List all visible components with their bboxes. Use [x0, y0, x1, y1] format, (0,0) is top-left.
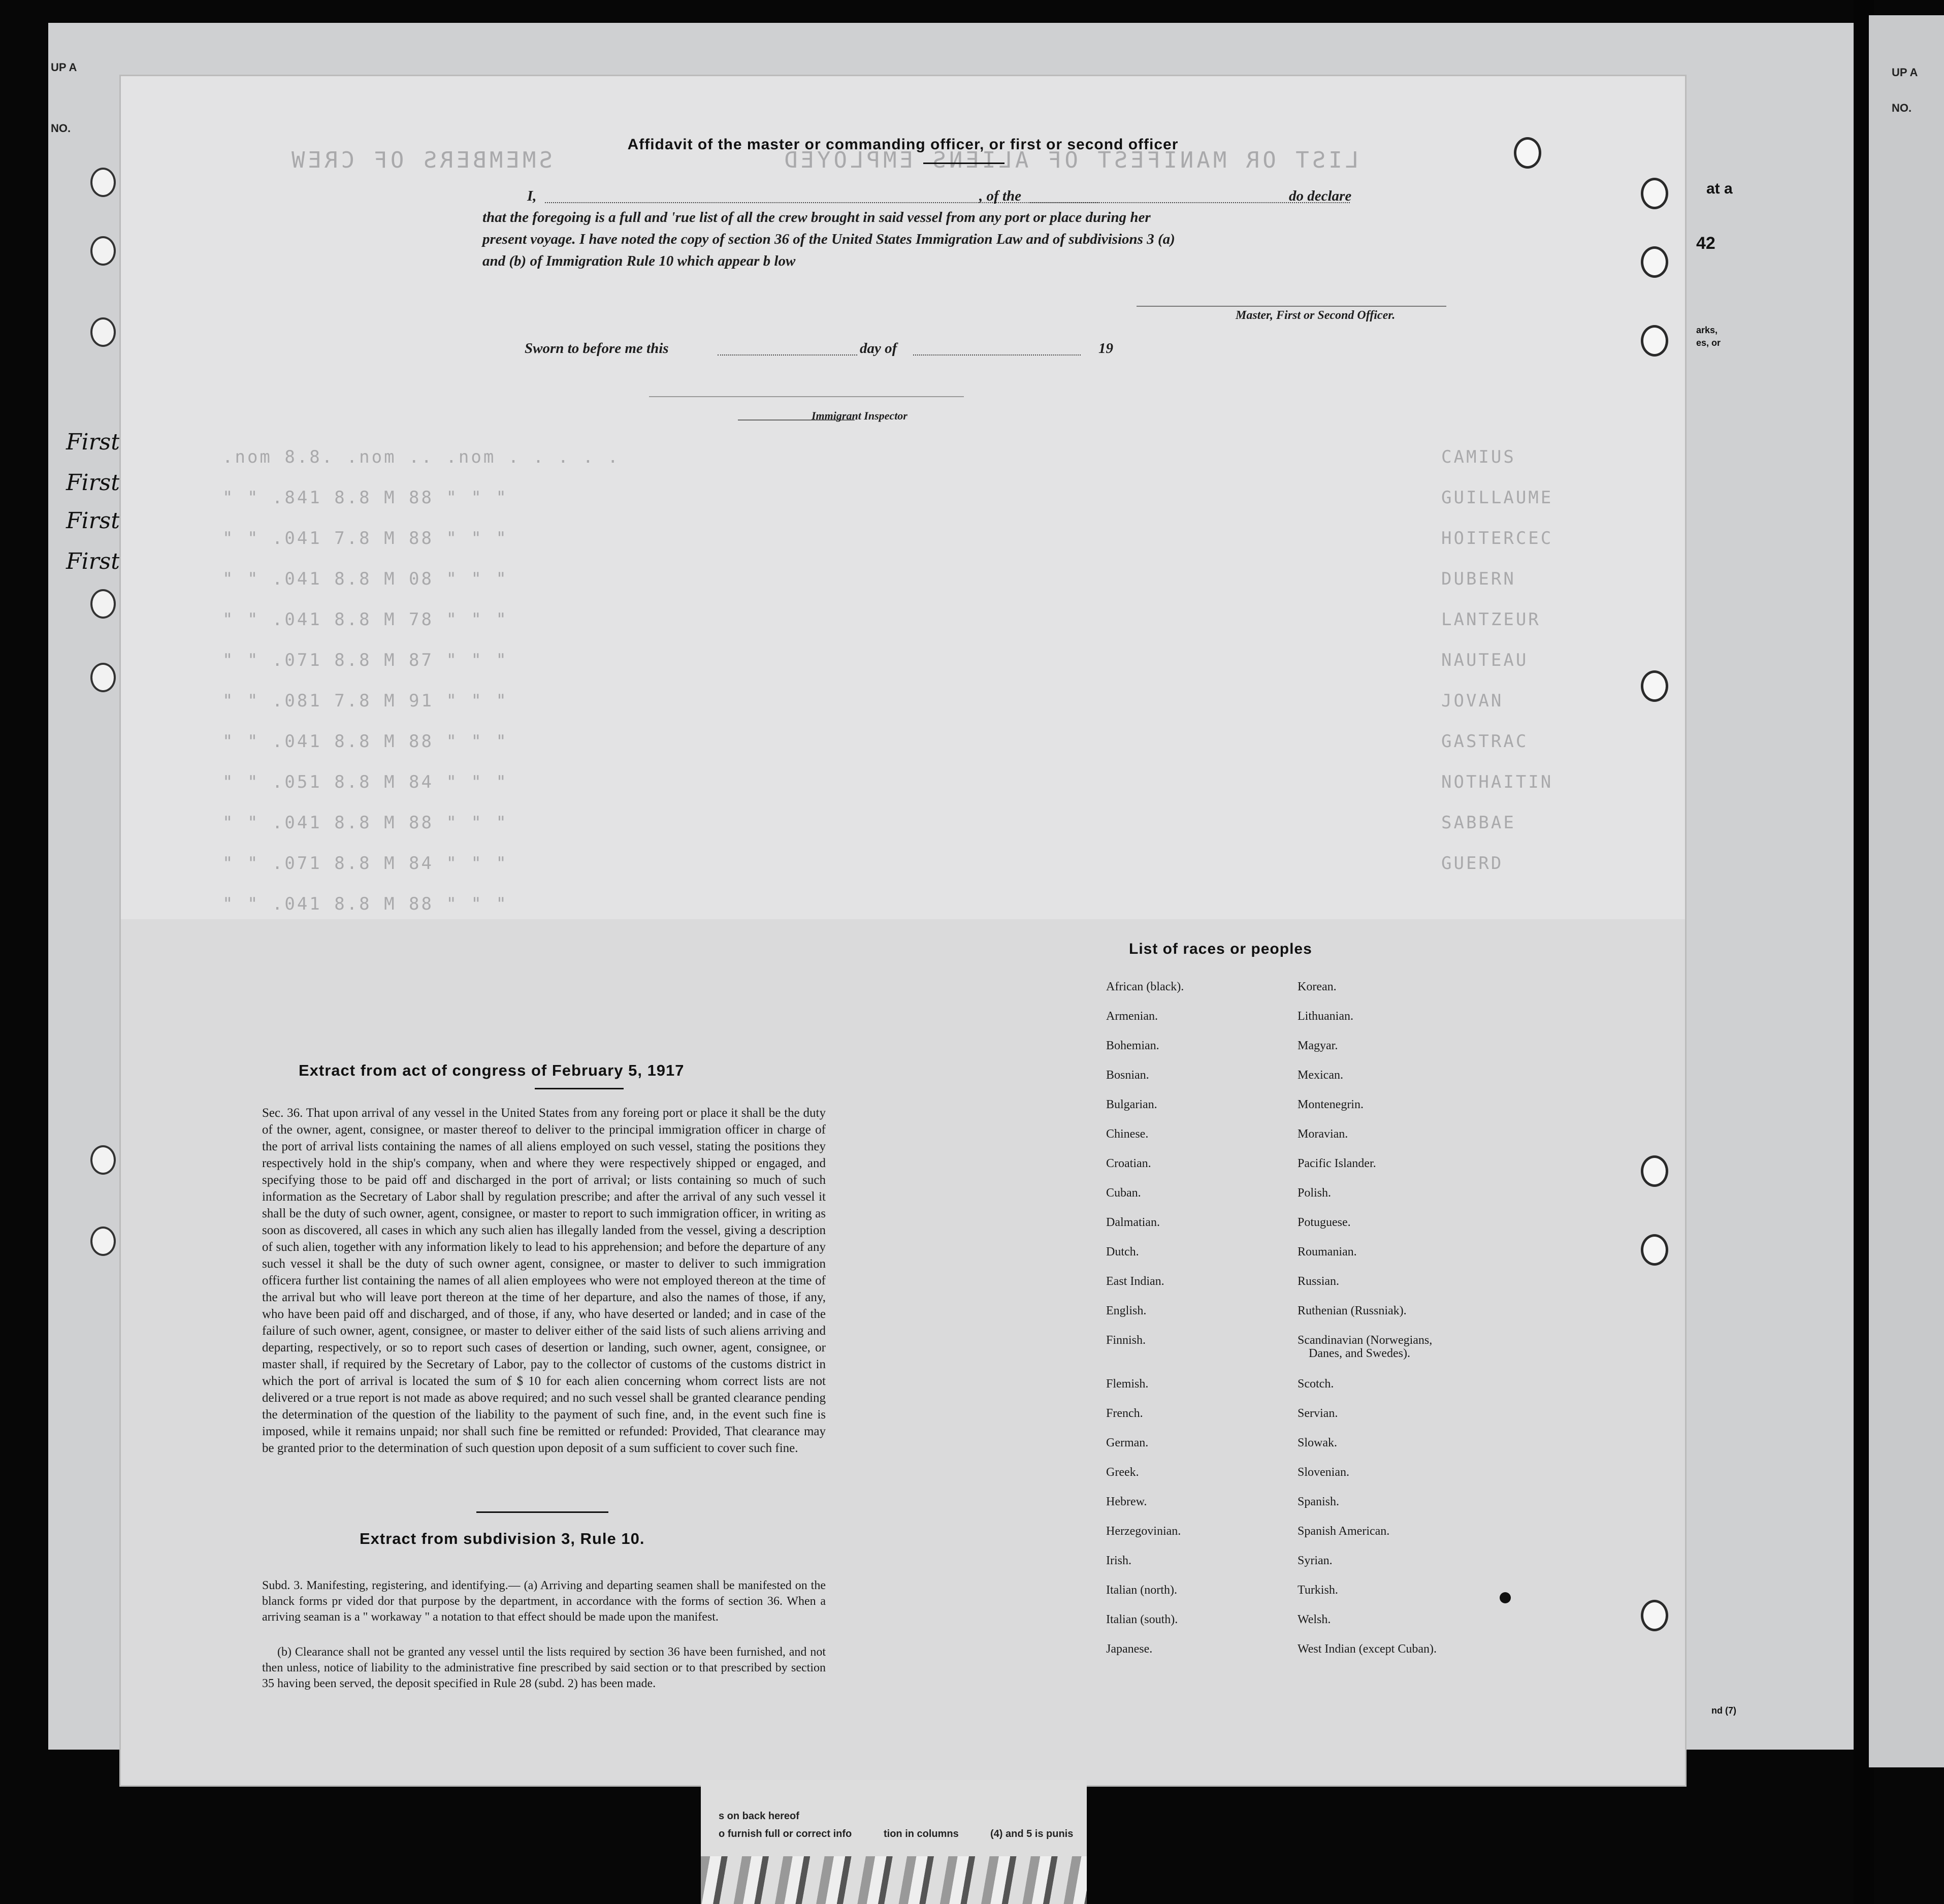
race-item: Croatian.: [1106, 1157, 1151, 1170]
ink-dot: [1500, 1592, 1511, 1603]
show-through-name: CAMIUS: [1441, 447, 1516, 467]
race-item: Chinese.: [1106, 1127, 1149, 1141]
race-item: Servian.: [1298, 1407, 1338, 1420]
margin-text: at a: [1706, 180, 1733, 197]
punch-hole: [90, 1145, 116, 1175]
race-item: Lithuanian.: [1298, 1010, 1353, 1023]
race-item: Greek.: [1106, 1466, 1139, 1479]
punch-hole: [90, 589, 116, 619]
race-item: Irish.: [1106, 1554, 1131, 1567]
show-through-name: SABBAE: [1441, 813, 1516, 833]
race-item: Potuguese.: [1298, 1216, 1351, 1229]
show-through-row: " " .041 8.8 M 88 " " ": [222, 894, 508, 914]
race-item: Spanish American.: [1298, 1525, 1390, 1538]
race-item: English.: [1106, 1304, 1147, 1317]
show-through-name: NOTHAITIN: [1441, 772, 1553, 792]
punch-hole: [1641, 1234, 1668, 1266]
handwritten-entry: First: [66, 508, 120, 534]
margin-text: nd (7): [1711, 1705, 1736, 1716]
race-item: Armenian.: [1106, 1010, 1158, 1023]
show-through-name: GUILLAUME: [1441, 488, 1553, 508]
race-item: Italian (south).: [1106, 1613, 1178, 1626]
year-label: 19: [1098, 340, 1113, 357]
show-through-row: " " .041 7.8 M 88 " " ": [222, 528, 508, 548]
race-item: Slowak.: [1298, 1436, 1337, 1449]
show-through-name: NAUTEAU: [1441, 650, 1529, 670]
race-item: Bosnian.: [1106, 1069, 1149, 1082]
affidavit-line-2: that the foregoing is a full and 'rue list of all the crew brought in said vessel from any port or place during her: [482, 209, 1151, 225]
affidavit-i: I,: [527, 188, 537, 204]
show-through-row: " " .041 8.8 M 78 " " ": [222, 609, 508, 630]
affidavit-declare: do declare: [1289, 188, 1352, 204]
show-through-name: DUBERN: [1441, 569, 1516, 589]
margin-text: es, or: [1696, 338, 1721, 348]
title-underline: [923, 163, 1005, 164]
race-item: Cuban.: [1106, 1186, 1141, 1200]
punch-hole: [90, 1227, 116, 1256]
race-item: Bohemian.: [1106, 1039, 1159, 1052]
inspector-label: Immigrant Inspector: [812, 409, 908, 422]
punch-hole: [90, 236, 116, 266]
punch-hole: [90, 663, 116, 692]
show-through-name: HOITERCEC: [1441, 528, 1553, 548]
adjacent-manifest-sheet: [1869, 15, 1944, 1767]
show-through-row: " " .041 8.8 M 88 " " ": [222, 813, 508, 833]
show-through-row: " " .841 8.8 M 88 " " ": [222, 488, 508, 508]
race-item: Spanish.: [1298, 1495, 1340, 1508]
race-item: Magyar.: [1298, 1039, 1338, 1052]
punch-hole: [1641, 325, 1668, 357]
race-item: Mexican.: [1298, 1069, 1343, 1082]
act-title-underline: [535, 1088, 624, 1089]
punch-hole: [1641, 246, 1668, 278]
margin-text: arks,: [1696, 325, 1718, 335]
handwritten-entry: First: [66, 470, 120, 496]
punch-hole: [1641, 178, 1668, 209]
race-item-continuation: Danes, and Swedes).: [1309, 1347, 1410, 1360]
race-item: Syrian.: [1298, 1554, 1333, 1567]
affidavit-of-the: , of the: [979, 188, 1021, 204]
rule-separator: [476, 1511, 608, 1513]
show-through-row: " " .071 8.8 M 87 " " ": [222, 650, 508, 670]
race-item: Korean.: [1298, 980, 1337, 993]
inspector-line-upper: [649, 396, 964, 397]
act-extract-text: Sec. 36. That upon arrival of any vessel in the United States from any foreing port or place it shall be the duty of the owner, agent, consignee, or master thereof to deliver to the principal immigration officer in charge of the port of arrival lists containing the names of all aliens employed on such vessel, stating the positions they respectively hold in the ship's company, when and where they were respectively shipped or engaged, and specifying those to be paid off and discharged in the port of arrival; or lists containing so much of such information as the Secretary of Labor shall by regulation prescribe; and after the arrival of any such vessel it shall be the duty of such owner, agent, consignee, or master to report to such immigration officer, in writing as soon as discovered, all cases in which any such alien has illegally landed from the vessel, giving a description of such alien, together with any information likely to lead to his apprehension; and before the departure of any such vessel it shall be the duty of such owner agent, consignee, or master to deliver to such immigration officera further list containing the names of all alien employees who were not employed thereon at the time of the arrival but who will leave port thereon at the time of her departure, and also the names of those, if any, who have been paid off and discharged, and of those, if any, who have deserted or landed; and in case of the failure of such owner, agent, consignee, or master to deliver either of the said lists of such aliens arriving and departing, respectively, or so to report such cases of desertion or landing, such owner, agent, consignee, or master shall, if required by the Secretary of Labor, pay to the collector of customs of the customs district in which the port of arrival is located the sum of $ 10 for each alien concerning whom correct lists are not delivered or a true report is not made as above required; and no such vessel shall be granted clearance pending the determination of the question of the liability to the payment of such fine, and, in the event such fine is imposed, while it remains unpaid; nor shall such fine be remitted or refunded: Provided, That clearance may be granted prior to the determination of such question upon deposit of a sum sufficient to cover such fine.: [262, 1106, 826, 1455]
show-through-name: GUERD: [1441, 853, 1504, 874]
race-item: Scandinavian (Norwegians,: [1298, 1334, 1433, 1347]
footer-text: tion in columns: [884, 1828, 959, 1840]
race-item: Polish.: [1298, 1186, 1332, 1200]
show-through-row: " " .071 8.8 M 84 " " ": [222, 853, 508, 874]
race-item: Flemish.: [1106, 1377, 1149, 1391]
show-through-row: " " .051 8.8 M 84 " " ": [222, 772, 508, 792]
races-title: List of races or peoples: [1129, 941, 1312, 957]
margin-text: 42: [1696, 234, 1715, 253]
race-item: Turkish.: [1298, 1584, 1338, 1597]
race-item: Dutch.: [1106, 1245, 1139, 1258]
show-through-text: LIST OR MANIFEST OF ALIENS EMPLOYED: [781, 147, 1359, 173]
rule-extract-title: Extract from subdivision 3, Rule 10.: [360, 1530, 645, 1547]
race-item: Japanese.: [1106, 1642, 1153, 1656]
rule-extract-text-b: (b) Clearance shall not be granted any vessel until the lists required by section 36 have been furnished, and not then unless, notice of liability to the administrative fine prescribed by said section or to that prescribed by section 35 having been served, the deposit specified in Rule 28 (subd. 2) has been made.: [262, 1645, 826, 1690]
sworn-label: Sworn to before me this: [525, 340, 669, 357]
show-through-name: JOVAN: [1441, 691, 1504, 711]
affidavit-line-3: present voyage. I have noted the copy of section 36 of the United States Immigration Law and of subdivisions 3 (a): [482, 231, 1175, 247]
act-extract-title: Extract from act of congress of February 5, 1917: [299, 1061, 685, 1079]
race-item: Scotch.: [1298, 1377, 1334, 1391]
race-item: French.: [1106, 1407, 1143, 1420]
sworn-day-blank: [718, 354, 857, 356]
race-item: Welsh.: [1298, 1613, 1331, 1626]
show-through-row: " " .081 7.8 M 91 " " ": [222, 691, 508, 711]
race-item: Russian.: [1298, 1275, 1340, 1288]
footer-text: s on back hereof: [719, 1811, 799, 1822]
handwritten-entry: First: [66, 429, 120, 455]
race-item: Bulgarian.: [1106, 1098, 1157, 1111]
race-item: Pacific Islander.: [1298, 1157, 1376, 1170]
punch-hole: [1641, 1600, 1668, 1631]
show-through-row: " " .041 8.8 M 08 " " ": [222, 569, 508, 589]
affidavit-page: [121, 76, 1685, 1785]
torn-footer-strip: [701, 1780, 1087, 1904]
day-of-label: day of: [860, 340, 897, 357]
master-signature-label: Master, First or Second Officer.: [1236, 309, 1396, 322]
show-through-name: GASTRAC: [1441, 731, 1529, 752]
torn-paper-edge: [701, 1856, 1087, 1904]
race-item: German.: [1106, 1436, 1149, 1449]
right-margin-no: NO.: [1892, 102, 1912, 114]
rule-extract-text-a: Subd. 3. Manifesting, registering, and identifying.— (a) Arriving and departing seamen shall be manifested on the blanck forms pr vided dor that purpose by the department, in accordance with the forms of section 36. When a arriving seaman is a " workaway " a notation to that effect should be made upon the manifest.: [262, 1579, 826, 1624]
show-through-text: SMEMBERS OF CREW: [288, 147, 553, 173]
show-through-name: LANTZEUR: [1441, 609, 1541, 630]
margin-label-up-a: UP A: [51, 61, 77, 74]
race-item: Montenegrin.: [1298, 1098, 1364, 1111]
punch-hole: [1641, 1155, 1668, 1187]
signature-line: [1137, 306, 1446, 307]
race-item: Ruthenian (Russniak).: [1298, 1304, 1407, 1317]
race-item: Hebrew.: [1106, 1495, 1147, 1508]
margin-label-no: NO.: [51, 122, 71, 135]
race-item: Italian (north).: [1106, 1584, 1177, 1597]
punch-hole: [90, 317, 116, 347]
race-item: Herzegovinian.: [1106, 1525, 1181, 1538]
footer-text: o furnish full or correct info: [719, 1828, 852, 1840]
handwritten-entry: First: [66, 548, 120, 574]
race-item: Finnish.: [1106, 1334, 1146, 1347]
punch-hole: [90, 168, 116, 197]
race-item: West Indian (except Cuban).: [1298, 1642, 1437, 1656]
race-item: Dalmatian.: [1106, 1216, 1160, 1229]
race-item: African (black).: [1106, 980, 1184, 993]
punch-hole: [1641, 670, 1668, 702]
affidavit-line-4: and (b) of Immigration Rule 10 which appear b low: [482, 253, 796, 269]
show-through-row: .nom 8.8. .nom .. .nom . . . . .: [222, 447, 621, 467]
race-item: Roumanian.: [1298, 1245, 1357, 1258]
affidavit-title: Affidavit of the master or commanding officer, or first or second officer: [627, 136, 1179, 153]
right-margin-up-a: UP A: [1892, 66, 1918, 79]
sworn-month-blank: [913, 354, 1081, 356]
race-item: East Indian.: [1106, 1275, 1164, 1288]
show-through-row: " " .041 8.8 M 88 " " ": [222, 731, 508, 752]
race-item: Moravian.: [1298, 1127, 1348, 1141]
race-item: Slovenian.: [1298, 1466, 1349, 1479]
footer-text: (4) and 5 is punis: [990, 1828, 1074, 1840]
